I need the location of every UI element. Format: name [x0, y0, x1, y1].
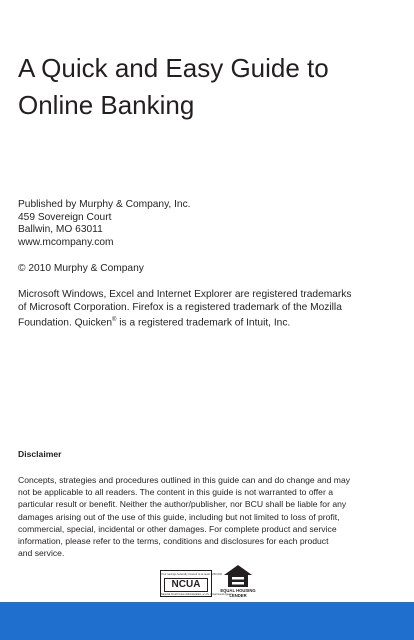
disclaimer-line: information, please refer to the terms, conditions and disclosures for each product [18, 536, 329, 547]
equal-housing-label [219, 588, 257, 598]
ncua-top-text: Your savings federally insured to at least $250,000 [161, 573, 223, 576]
equal-housing-line-1: EQUAL HOUSING [220, 588, 256, 593]
disclaimer-text [18, 474, 398, 559]
disclaimer-line: Concepts, strategies and procedures outlined in this guide can and do change and may [18, 475, 351, 485]
disclaimer-line: damages arising out of the use of this guide, including but not limited to loss of profit, [18, 511, 340, 522]
document-title [18, 50, 398, 124]
publisher-address-line: 459 Sovereign Court [18, 211, 112, 223]
ncua-label: NCUA [164, 578, 208, 592]
publisher-info [18, 199, 398, 249]
trademark-line-3 [18, 314, 398, 330]
disclaimer-line: particular result or benefit. Neither the author/publisher, nor BCU shall be liable for any [18, 499, 347, 510]
equal-housing-line-2: LENDER [229, 593, 247, 598]
trademark-line-3-pre: Foundation. Quicken [18, 317, 113, 329]
disclaimer-heading: Disclaimer [18, 449, 62, 459]
ncua-logo [160, 570, 233, 597]
trademark-line-3-post: is a registered trademark of Intuit, Inc. [116, 317, 291, 329]
disclaimer-line: and service. [18, 548, 65, 559]
copyright-notice: © 2010 Murphy & Company [18, 263, 144, 274]
title-line-2: Online Banking [18, 90, 195, 120]
ncua-bottom-text: National Credit Union Administration, a U.S. Government Agency [161, 593, 233, 596]
trademark-notice [18, 289, 398, 330]
publisher-website: www.mcompany.com [18, 236, 114, 248]
trademark-line-2: of Microsoft Corporation. Firefox is a registered trademark of the Mozilla [18, 301, 342, 313]
publisher-line: Published by Murphy & Company, Inc. [18, 199, 191, 210]
disclaimer-line: not be applicable to all readers. The content in this guide is not warranted to offer a [18, 487, 333, 498]
trademark-line-1: Microsoft Windows, Excel and Internet Explorer are registered trademarks [18, 289, 352, 300]
disclaimer-line: commercial, special, incidental or other damages. For complete product and service [18, 523, 337, 534]
title-line-1: A Quick and Easy Guide to [18, 53, 329, 83]
publisher-city-line: Ballwin, MO 63011 [18, 224, 103, 236]
footer-color-bar [0, 602, 414, 640]
registered-mark: ® [112, 317, 117, 324]
